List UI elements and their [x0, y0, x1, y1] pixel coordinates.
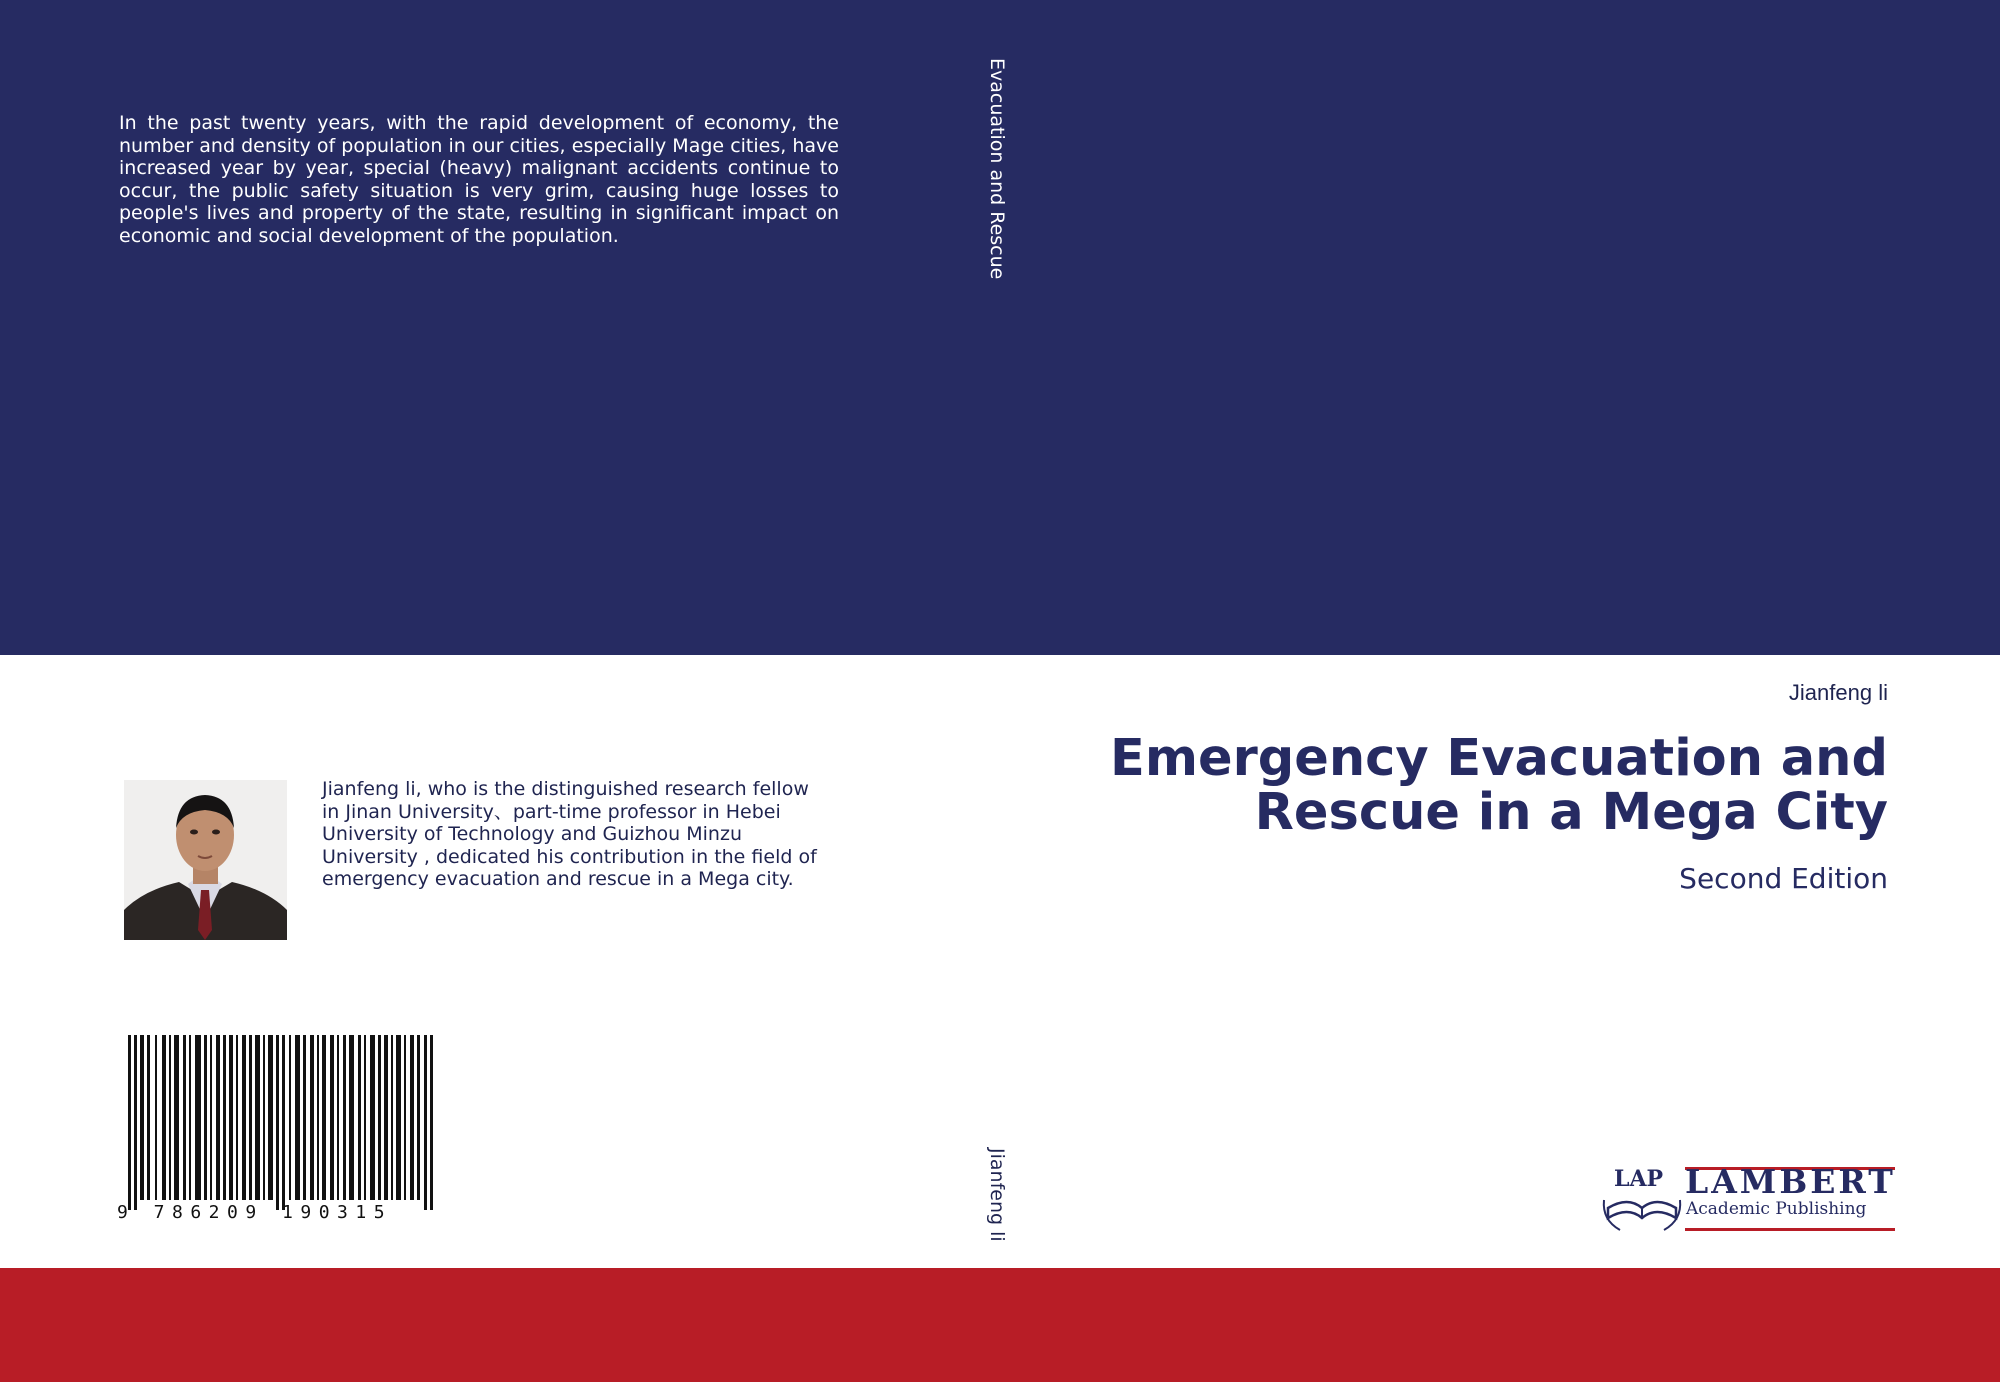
title-line-2: Rescue in a Mega City [1254, 783, 1888, 842]
publisher-subtitle: Academic Publishing [1686, 1199, 1867, 1219]
book-title [988, 729, 1888, 842]
edition-label: Second Edition [1679, 862, 1888, 895]
title-line-1: Emergency Evacuation and [1110, 729, 1888, 788]
bottom-red-band [0, 1268, 2000, 1382]
author-bio: Jianfeng li, who is the distinguished research fellow in Jinan University、part-time professor in Hebei University of Technology and Guizhou Minzu University , dedicated his contribution in the field of emergency evacuation and rescue in a Mega city. [322, 778, 817, 890]
spine-author: Jianfeng li [986, 1148, 1008, 1242]
front-author: Jianfeng li [1788, 680, 1888, 705]
isbn-digits: 9 786209 190315 [117, 1202, 393, 1223]
publisher-name: LAMBERT [1685, 1162, 1896, 1201]
barcode [128, 1035, 433, 1210]
spine-title: Evacuation and Rescue [986, 58, 1008, 280]
author-photo [124, 780, 287, 940]
author-portrait-icon [124, 780, 287, 940]
logo-lap-letters: LAP [1614, 1166, 1664, 1192]
back-cover-blurb: In the past twenty years, with the rapid development of economy, the number and density of population in our cities, especially Mage cities, have increased year by year, special (heavy) malignant accidents continue to occur, the public safety situation is very grim, causing huge losses to people's lives and property of the state, resulting in significant impact on economic and social development of the population. [119, 112, 839, 247]
